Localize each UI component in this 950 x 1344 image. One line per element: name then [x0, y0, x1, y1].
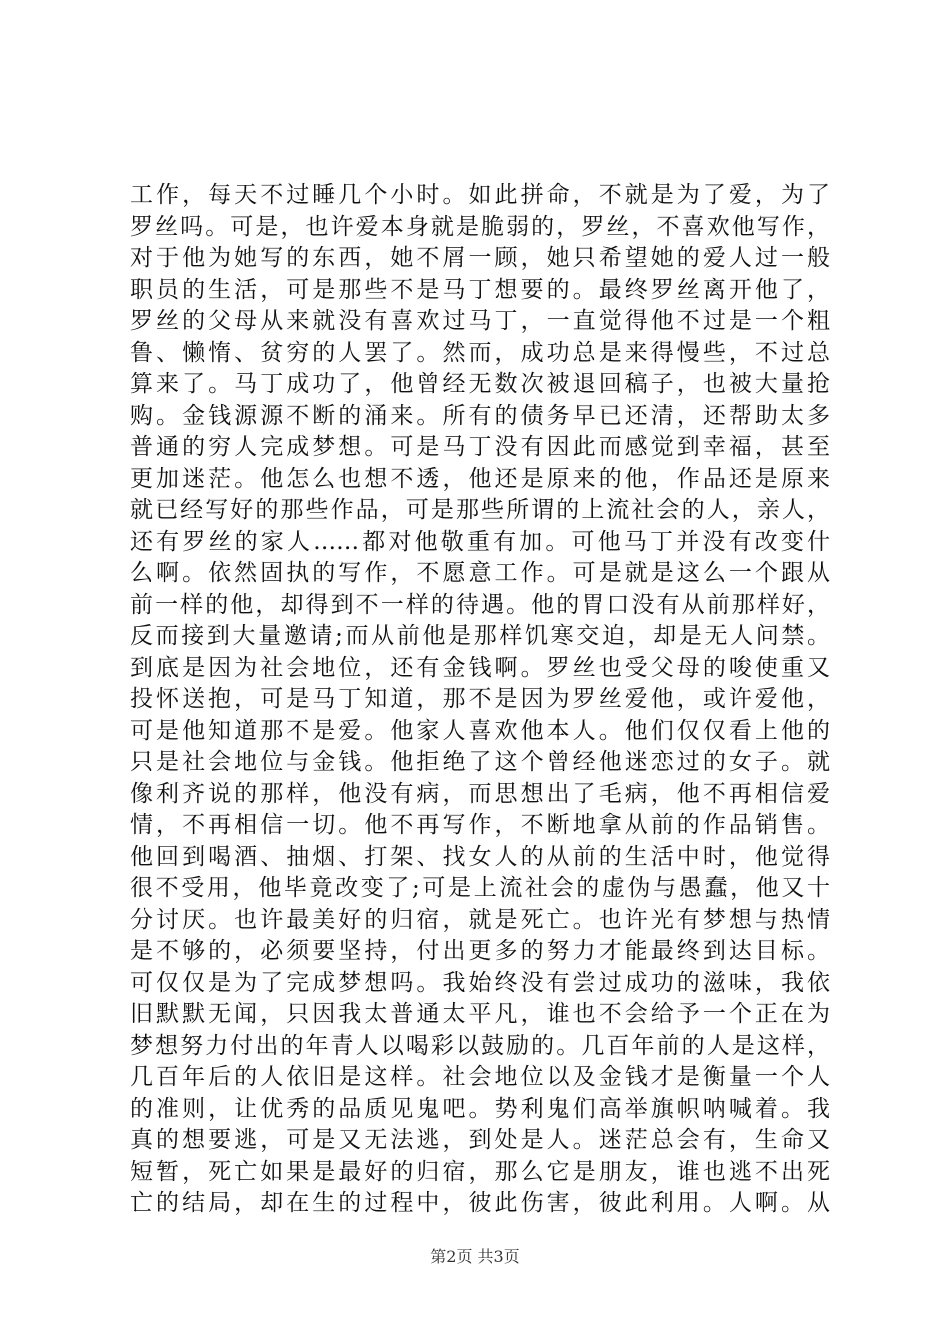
body-text-line: 么啊。依然固执的写作，不愿意工作。可是就是这么一个跟从	[130, 560, 830, 586]
body-text-line: 几百年后的人依旧是这样。社会地位以及金钱才是衡量一个人	[130, 1064, 830, 1090]
body-text-line: 短暂，死亡如果是最好的归宿，那么它是朋友，谁也逃不出死	[130, 1158, 830, 1185]
body-text-line: 可是他知道那不是爱。他家人喜欢他本人。他们仅仅看上他的	[130, 717, 830, 744]
body-text-line: 算来了。马丁成功了，他曾经无数次被退回稿子，也被大量抢	[130, 371, 830, 397]
body-text-line: 对于他为她写的东西，她不屑一顾，她只希望她的爱人过一般	[130, 245, 830, 271]
body-text-line: 到底是因为社会地位，还有金钱啊。罗丝也受父母的唆使重又	[130, 654, 830, 681]
body-text-line: 工作，每天不过睡几个小时。如此拼命，不就是为了爱，为了	[130, 182, 830, 208]
body-text-line: 还有罗丝的家人……都对他敬重有加。可他马丁并没有改变什	[130, 528, 830, 555]
body-text-line: 像利齐说的那样，他没有病，而思想出了毛病，他不再相信爱	[130, 780, 830, 807]
body-text-line: 亡的结局，却在生的过程中，彼此伤害，彼此利用。人啊。从	[130, 1190, 830, 1216]
body-text-line: 情，不再相信一切。他不再写作，不断地拿从前的作品销售。	[130, 812, 830, 838]
body-text-line: 就已经写好的那些作品，可是那些所谓的上流社会的人，亲人，	[130, 497, 830, 523]
page-footer: 第2页 共3页	[430, 1247, 520, 1266]
body-text-line: 他回到喝酒、抽烟、打架、找女人的从前的生活中时，他觉得	[130, 843, 830, 870]
body-text-line: 罗丝吗。可是，也许爱本身就是脆弱的，罗丝，不喜欢他写作，	[130, 213, 830, 240]
body-text-line: 购。金钱源源不断的涌来。所有的债务早已还清，还帮助太多	[130, 402, 830, 429]
body-text-line: 可仅仅是为了完成梦想吗。我始终没有尝过成功的滋味，我依	[130, 969, 830, 996]
body-text-line: 旧默默无闻，只因我太普通太平凡，谁也不会给予一个正在为	[130, 1001, 830, 1027]
body-text-line: 真的想要逃，可是又无法逃，到处是人。迷茫总会有，生命又	[130, 1127, 830, 1153]
body-text-line: 只是社会地位与金钱。他拒绝了这个曾经他迷恋过的女子。就	[130, 749, 830, 775]
body-text-line: 普通的穷人完成梦想。可是马丁没有因此而感觉到幸福，甚至	[130, 434, 830, 460]
body-text	[130, 180, 830, 1220]
body-text-line: 更加迷茫。他怎么也想不透，他还是原来的他，作品还是原来	[130, 465, 830, 492]
body-text-line: 投怀送抱，可是马丁知道，那不是因为罗丝爱他，或许爱他，	[130, 686, 830, 712]
body-text-line: 是不够的，必须要坚持，付出更多的努力才能最终到达目标。	[130, 938, 830, 964]
body-text-line: 罗丝的父母从来就没有喜欢过马丁，一直觉得他不过是一个粗	[130, 308, 830, 334]
body-text-line: 的准则，让优秀的品质见鬼吧。势利鬼们高举旗帜呐喊着。我	[130, 1095, 830, 1122]
body-text-line: 分讨厌。也许最美好的归宿，就是死亡。也许光有梦想与热情	[130, 906, 830, 933]
body-text-line: 反而接到大量邀请;而从前他是那样饥寒交迫，却是无人问禁。	[130, 623, 830, 649]
body-text-line: 职员的生活，可是那些不是马丁想要的。最终罗丝离开他了，	[130, 276, 830, 303]
body-text-line: 前一样的他，却得到不一样的待遇。他的胃口没有从前那样好，	[130, 591, 830, 618]
body-text-line: 梦想努力付出的年青人以喝彩以鼓励的。几百年前的人是这样，	[130, 1032, 830, 1059]
body-text-line: 很不受用，他毕竟改变了;可是上流社会的虚伪与愚蠢，他又十	[130, 875, 830, 901]
body-text-line: 鲁、懒惰、贫穷的人罢了。然而，成功总是来得慢些，不过总	[130, 339, 830, 366]
